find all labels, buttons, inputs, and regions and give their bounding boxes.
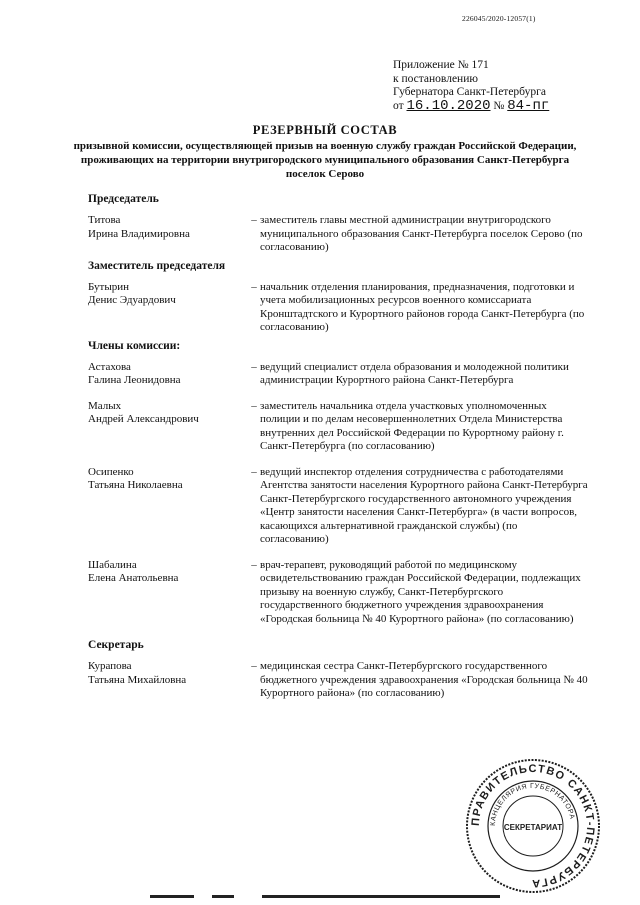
member-given-names: Денис Эдуардович — [88, 294, 176, 306]
member-row — [88, 660, 588, 701]
member-row — [88, 400, 588, 454]
document-registration-number: 226045/2020-12057(1) — [462, 14, 536, 23]
document-title — [70, 123, 580, 181]
member-surname: Курапова — [88, 660, 132, 672]
member-given-names: Ирина Владимировна — [88, 227, 190, 240]
dash-separator: – — [251, 214, 257, 226]
member-row — [88, 214, 588, 255]
stamp-inner-text: КАНЦЕЛЯРИЯ ГУБЕРНАТОРА — [489, 782, 576, 827]
member-name — [88, 660, 248, 687]
member-role: медицинская сестра Санкт-Петербургского государственного бюджетного учреждения здравоохранения «Городская больница № 40 Курортного района» (по согласованию) — [260, 660, 588, 699]
dash-separator: – — [251, 660, 257, 672]
member-given-names: Галина Леонидовна — [88, 374, 181, 386]
member-role: начальник отделения планирования, предназначения, подготовки и учета мобилизационных ресурсов военного комиссариата Кронштадтского и Курортного районов города Санкт-Петербурга (по согласованию) — [260, 280, 585, 333]
member-name — [88, 466, 248, 493]
member-surname: Малых — [88, 399, 122, 412]
member-row — [88, 559, 588, 627]
appendix-date-line — [393, 97, 623, 114]
dash-separator: – — [251, 399, 257, 412]
member-row — [88, 361, 588, 388]
title-subheading: призывной комиссии, осуществляющей призыв на военную службу граждан Российской Федерации, проживающих на территории внутригородского муниципального образования Санкт-Петербурга поселок Серово — [73, 140, 577, 180]
appendix-number: Приложение № 171 — [393, 59, 489, 71]
decree-date: 16.10.2020 — [406, 97, 491, 114]
member-name — [88, 400, 248, 427]
appendix-issuer: Губернатора Санкт-Петербурга — [393, 86, 546, 98]
decree-number: 84-пг — [507, 97, 550, 114]
stamp-outer-text: ПРАВИТЕЛЬСТВО САНКТ-ПЕТЕРБУРГА — [469, 762, 597, 890]
member-row — [88, 466, 588, 547]
date-prefix: от — [393, 99, 404, 112]
section-secretary: Секретарь — [88, 639, 144, 651]
member-surname: Астахова — [88, 360, 131, 373]
member-surname: Шабалина — [88, 558, 137, 571]
number-prefix: № — [493, 99, 505, 112]
member-name — [88, 361, 248, 388]
member-given-names: Елена Анатольевна — [88, 572, 179, 584]
scan-edge-rule — [150, 895, 194, 898]
appendix-header — [393, 59, 623, 113]
member-row — [88, 281, 588, 335]
section-deputy: Заместитель председателя — [88, 259, 226, 272]
dash-separator: – — [251, 360, 257, 373]
member-surname: Осипенко — [88, 465, 134, 478]
dash-separator: – — [251, 280, 257, 293]
member-role: врач-терапевт, руководящий работой по медицинскому освидетельствованию граждан Российской Федерации, подлежащих призыву на военную службу, Санкт-Петербургского государственного бюджетного учреждения здравоохранения «Городская больница № 40 Курортного района» (по согласованию) — [260, 558, 581, 625]
member-role: ведущий инспектор отделения сотрудничества с работодателями Агентства занятости населения Курортного района Санкт-Петербурга Санкт-Петербургского государственного автономного учреждения «Центр занятости населения Санкт-Петербурга» (в части вопросов, касающихся альтернативной гражданской службы) (по согласованию) — [260, 465, 588, 545]
member-name — [88, 559, 248, 586]
scan-edge-rule — [212, 895, 234, 898]
member-role: заместитель начальника отдела участковых уполномоченных полиции и по делам несовершеннолетних Отдела Министерства внутренних дел Российской Федерации по Курортному району г. Санкт-Петербурга (по согласованию) — [260, 399, 564, 452]
member-name — [88, 214, 248, 241]
member-given-names: Татьяна Михайловна — [88, 673, 187, 686]
section-chair: Председатель — [88, 193, 159, 205]
scan-edge-rule — [262, 895, 500, 898]
member-role: заместитель главы местной администрации внутригородского муниципального образования Санкт-Петербурга поселок Серово (по согласованию) — [260, 214, 583, 253]
member-surname: Бутырин — [88, 280, 130, 293]
dash-separator: – — [251, 465, 257, 478]
stamp-center-text: СЕКРЕТАРИАТ — [503, 823, 563, 832]
section-members: Члены комиссии: — [88, 339, 181, 352]
appendix-to-decree: к постановлению — [393, 72, 478, 85]
official-seal-stamp — [463, 756, 603, 896]
member-role: ведущий специалист отдела образования и молодежной политики администрации Курортного района Санкт-Петербурга — [260, 360, 569, 386]
title-heading: РЕЗЕРВНЫЙ СОСТАВ — [252, 123, 398, 137]
member-given-names: Андрей Александрович — [88, 413, 199, 425]
dash-separator: – — [251, 558, 257, 571]
member-given-names: Татьяна Николаевна — [88, 479, 183, 491]
member-surname: Титова — [88, 214, 121, 226]
commission-list — [88, 188, 588, 701]
member-name — [88, 281, 248, 308]
